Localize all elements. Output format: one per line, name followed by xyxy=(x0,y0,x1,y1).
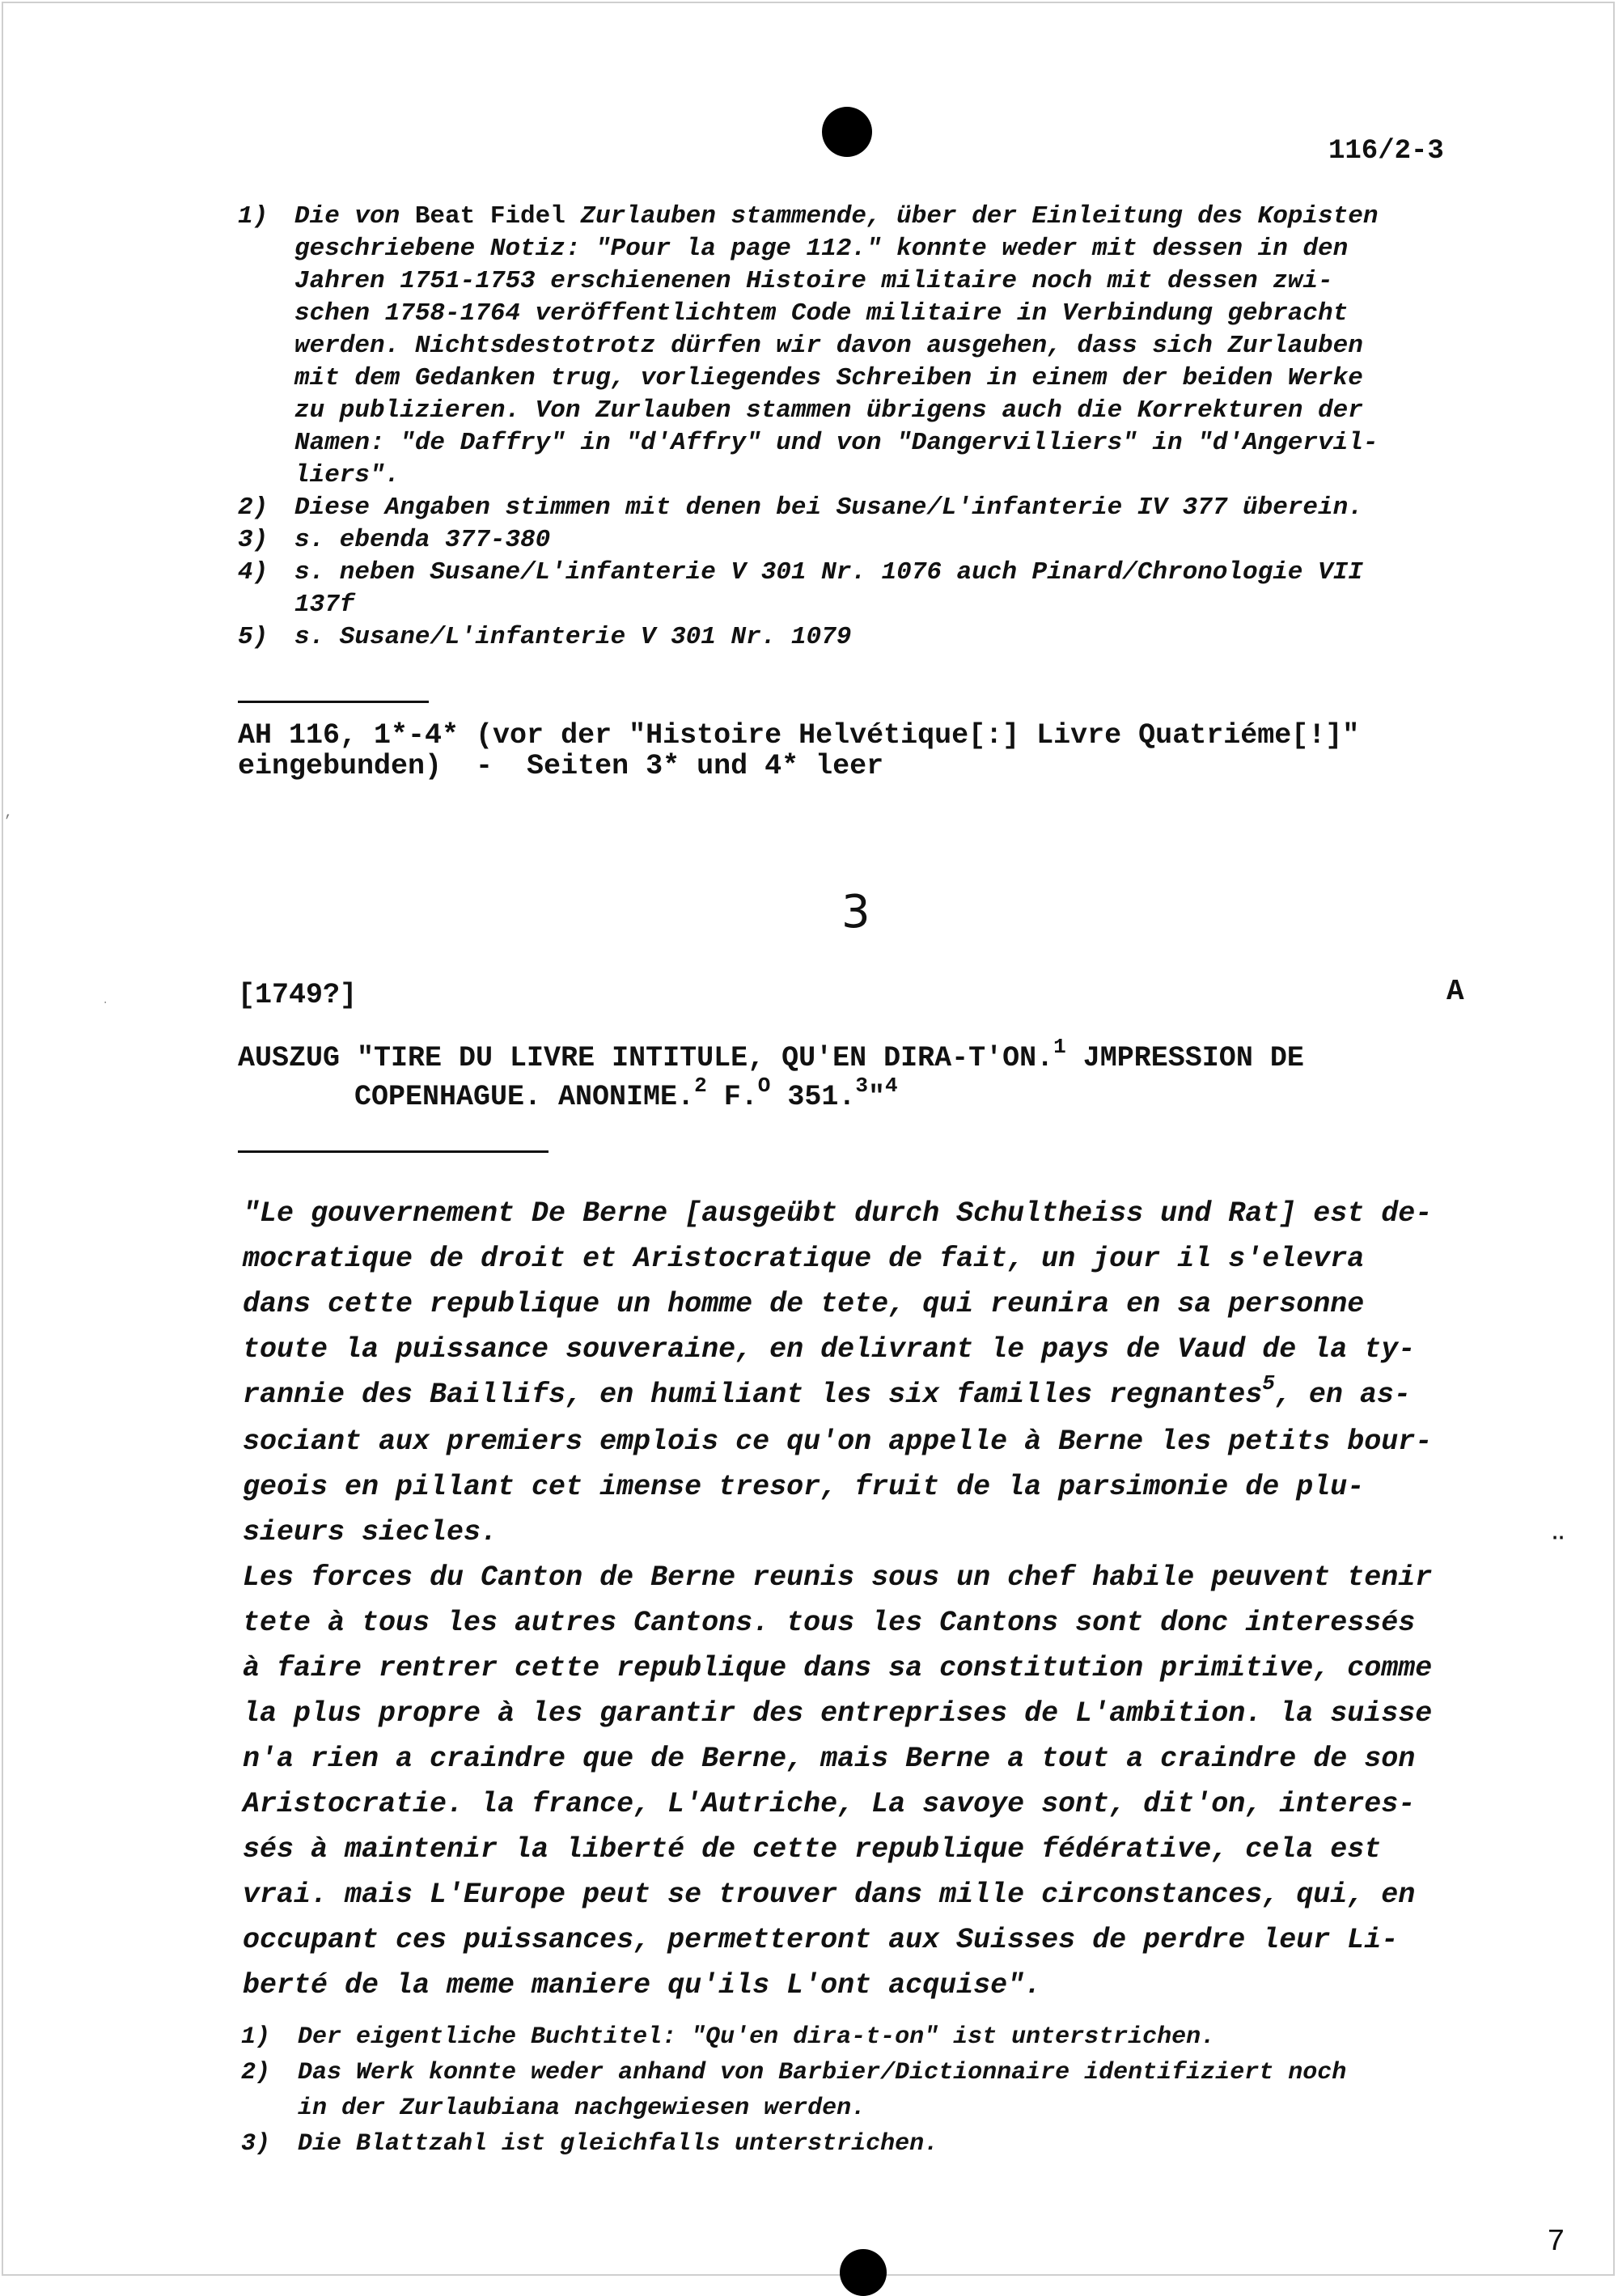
footnote-bottom-line: in der Zurlaubiana nachgewiesen werden. xyxy=(298,2095,866,2122)
title-line-1-text: AUSZUG "TIRE DU LIVRE INTITULE, QU'EN DIRA-T'ON. xyxy=(238,1042,1054,1074)
footnote-top-line: Jahren 1751-1753 erschienenen Histoire militaire noch mit dessen zwi- xyxy=(294,267,1333,295)
title-line-2 xyxy=(238,1074,1484,1117)
footnote-top-line: 137f xyxy=(294,591,355,619)
quoted-text-line: occupant ces puissances, permetteront aux Suisses de perdre leur Li- xyxy=(243,1924,1399,1956)
margin-tick: ’ xyxy=(3,814,12,830)
quoted-text-line: n'a rien a craindre que de Berne, mais Berne a tout a craindre de son xyxy=(243,1743,1416,1775)
page-reference: 116/2-3 xyxy=(1328,136,1444,167)
footnote-top-line: Namen: "de Daffry" in "d'Affry" und von "Dangervilliers" in "d'Angervil- xyxy=(294,429,1379,457)
footnote-top-number: 2) xyxy=(238,494,269,522)
separator-rule-1 xyxy=(238,701,429,703)
separator-rule-2 xyxy=(238,1150,549,1153)
footnote-top-line: Die von Beat Fidel Zurlauben stammende, über der Einleitung des Kopisten xyxy=(294,202,1379,231)
footnote-top-line: Diese Angaben stimmen mit denen bei Susane/L'infanterie IV 377 überein. xyxy=(294,494,1363,522)
footnote-top-1 xyxy=(238,201,1484,492)
quoted-text-line: sieurs siecles. xyxy=(243,1516,498,1548)
document-number: 3 xyxy=(841,886,870,938)
quoted-text xyxy=(243,1191,1480,2008)
quoted-text-line: tete à tous les autres Cantons. tous les Cantons sont donc interessés xyxy=(243,1607,1416,1639)
footnote-top-line: werden. Nichtsdestotrotz dürfen wir davon ausgehen, dass sich Zurlauben xyxy=(294,332,1363,360)
title-line-2-text: COPENHAGUE. ANONIME. xyxy=(354,1081,695,1113)
archive-reference-line-1: AH 116, 1*-4* (vor der "Histoire Helvétique[:] Livre Quatriéme[!]" xyxy=(238,719,1360,752)
quoted-text-line: sociant aux premiers emplois ce qu'on appelle à Berne les petits bour- xyxy=(243,1425,1433,1458)
title-folio-number: 351. xyxy=(770,1081,856,1113)
margin-dot: · xyxy=(102,997,109,1010)
document-date: [1749?] xyxy=(238,979,358,1011)
footnote-bottom-number: 1) xyxy=(241,2023,271,2051)
footnote-bottom-line: Die Blattzahl ist gleichfalls unterstrichen. xyxy=(298,2130,939,2158)
title-line-1 xyxy=(238,1035,1484,1078)
margin-dots: ․․ xyxy=(1552,1523,1565,1545)
quoted-text-line: rannie des Baillifs, en humiliant les six familles regnantes$^5$, en as- xyxy=(243,1371,1411,1411)
footnote-top-line: zu publizieren. Von Zurlauben stammen übrigens auch die Korrekturen der xyxy=(294,396,1363,425)
footnote-top-number: 5) xyxy=(238,623,269,651)
title-quote-close: " xyxy=(867,1081,885,1113)
footnote-top-line: s. ebenda 377-380 xyxy=(294,526,551,554)
footnote-bottom-3 xyxy=(241,2126,1487,2162)
punch-hole-bottom xyxy=(840,2249,887,2296)
footnote-top-number: 3) xyxy=(238,526,269,554)
quoted-text-line: vrai. mais L'Europe peut se trouver dans mille circonstances, qui, en xyxy=(243,1879,1416,1911)
footnote-top-2 xyxy=(238,492,1484,524)
quoted-text-line: mocratique de droit et Aristocratique de fait, un jour il s'elevra xyxy=(243,1243,1365,1275)
quoted-text-line: à faire rentrer cette republique dans sa constitution primitive, comme xyxy=(243,1652,1433,1684)
quoted-text-line: toute la puissance souveraine, en delivrant le pays de Vaud de la ty- xyxy=(243,1333,1416,1366)
document-title xyxy=(238,1035,1484,1117)
title-folio-o: O xyxy=(757,1074,771,1098)
title-footnote-4: 4 xyxy=(884,1074,898,1098)
quoted-text-line: "Le gouvernement De Berne [ausgeübt durch Schultheiss und Rat] est de- xyxy=(243,1197,1433,1230)
body-footnote-5: 5 xyxy=(1262,1371,1275,1396)
footnote-top-line: liers". xyxy=(294,461,400,489)
footnote-top-5 xyxy=(238,621,1484,654)
quoted-text-line: Aristocratie. la france, L'Autriche, La savoye sont, dit'on, interes- xyxy=(243,1788,1416,1820)
corner-mark: 7 xyxy=(1547,2225,1565,2260)
quoted-text-line: sés à maintenir la liberté de cette republique fédérative, cela est xyxy=(243,1833,1382,1866)
footnote-bottom-number: 3) xyxy=(241,2130,271,2158)
quoted-text-line: dans cette republique un homme de tete, qui reunira en sa personne xyxy=(243,1288,1365,1320)
footnotes-top xyxy=(238,201,1484,654)
title-footnote-1: 1 xyxy=(1053,1035,1066,1059)
footnote-top-number: 1) xyxy=(238,202,269,231)
title-line-1-end: JMPRESSION DE xyxy=(1065,1042,1304,1074)
footnote-top-number: 4) xyxy=(238,558,269,587)
quoted-text-line: la plus propre à les garantir des entreprises de L'ambition. la suisse xyxy=(243,1697,1433,1730)
footnote-top-line: s. Susane/L'infanterie V 301 Nr. 1079 xyxy=(294,623,852,651)
footnote-top-line: mit dem Gedanken trug, vorliegendes Schreiben in einem der beiden Werke xyxy=(294,364,1363,392)
footnote-bottom-line: Das Werk konnte weder anhand von Barbier/Dictionnaire identifiziert noch xyxy=(298,2059,1347,2086)
footnote-top-line: schen 1758-1764 veröffentlichtem Code militaire in Verbindung gebracht xyxy=(294,299,1349,328)
title-footnote-3: 3 xyxy=(855,1074,868,1098)
archive-reference-line-2: eingebunden) - Seiten 3* und 4* leer xyxy=(238,750,884,782)
footnote-top-4 xyxy=(238,557,1484,621)
footnote-top-3 xyxy=(238,524,1484,557)
footnotes-bottom xyxy=(238,2019,1487,2162)
footnote-bottom-2 xyxy=(241,2055,1487,2126)
archive-reference xyxy=(238,720,1500,782)
quoted-text-line: geois en pillant cet imense tresor, fruit de la parsimonie de plu- xyxy=(243,1471,1365,1503)
footnote-top-line: s. neben Susane/L'infanterie V 301 Nr. 1076 auch Pinard/Chronologie VII xyxy=(294,558,1363,587)
footnote-bottom-number: 2) xyxy=(241,2059,271,2086)
footnote-bottom-1 xyxy=(241,2019,1487,2055)
title-folio: F. xyxy=(706,1081,758,1113)
footnote-top-line: geschriebene Notiz: "Pour la page 112." konnte weder mit dessen in den xyxy=(294,235,1349,263)
footnote-bottom-line: Der eigentliche Buchtitel: "Qu'en dira-t-on" ist unterstrichen. xyxy=(298,2023,1216,2051)
title-footnote-2: 2 xyxy=(694,1074,707,1098)
punch-hole-top xyxy=(822,107,872,157)
document-letter: A xyxy=(1446,975,1464,1008)
quoted-text-line: Les forces du Canton de Berne reunis sous un chef habile peuvent tenir xyxy=(243,1561,1433,1594)
quoted-text-line: berté de la meme maniere qu'ils L'ont acquise". xyxy=(243,1969,1042,2002)
